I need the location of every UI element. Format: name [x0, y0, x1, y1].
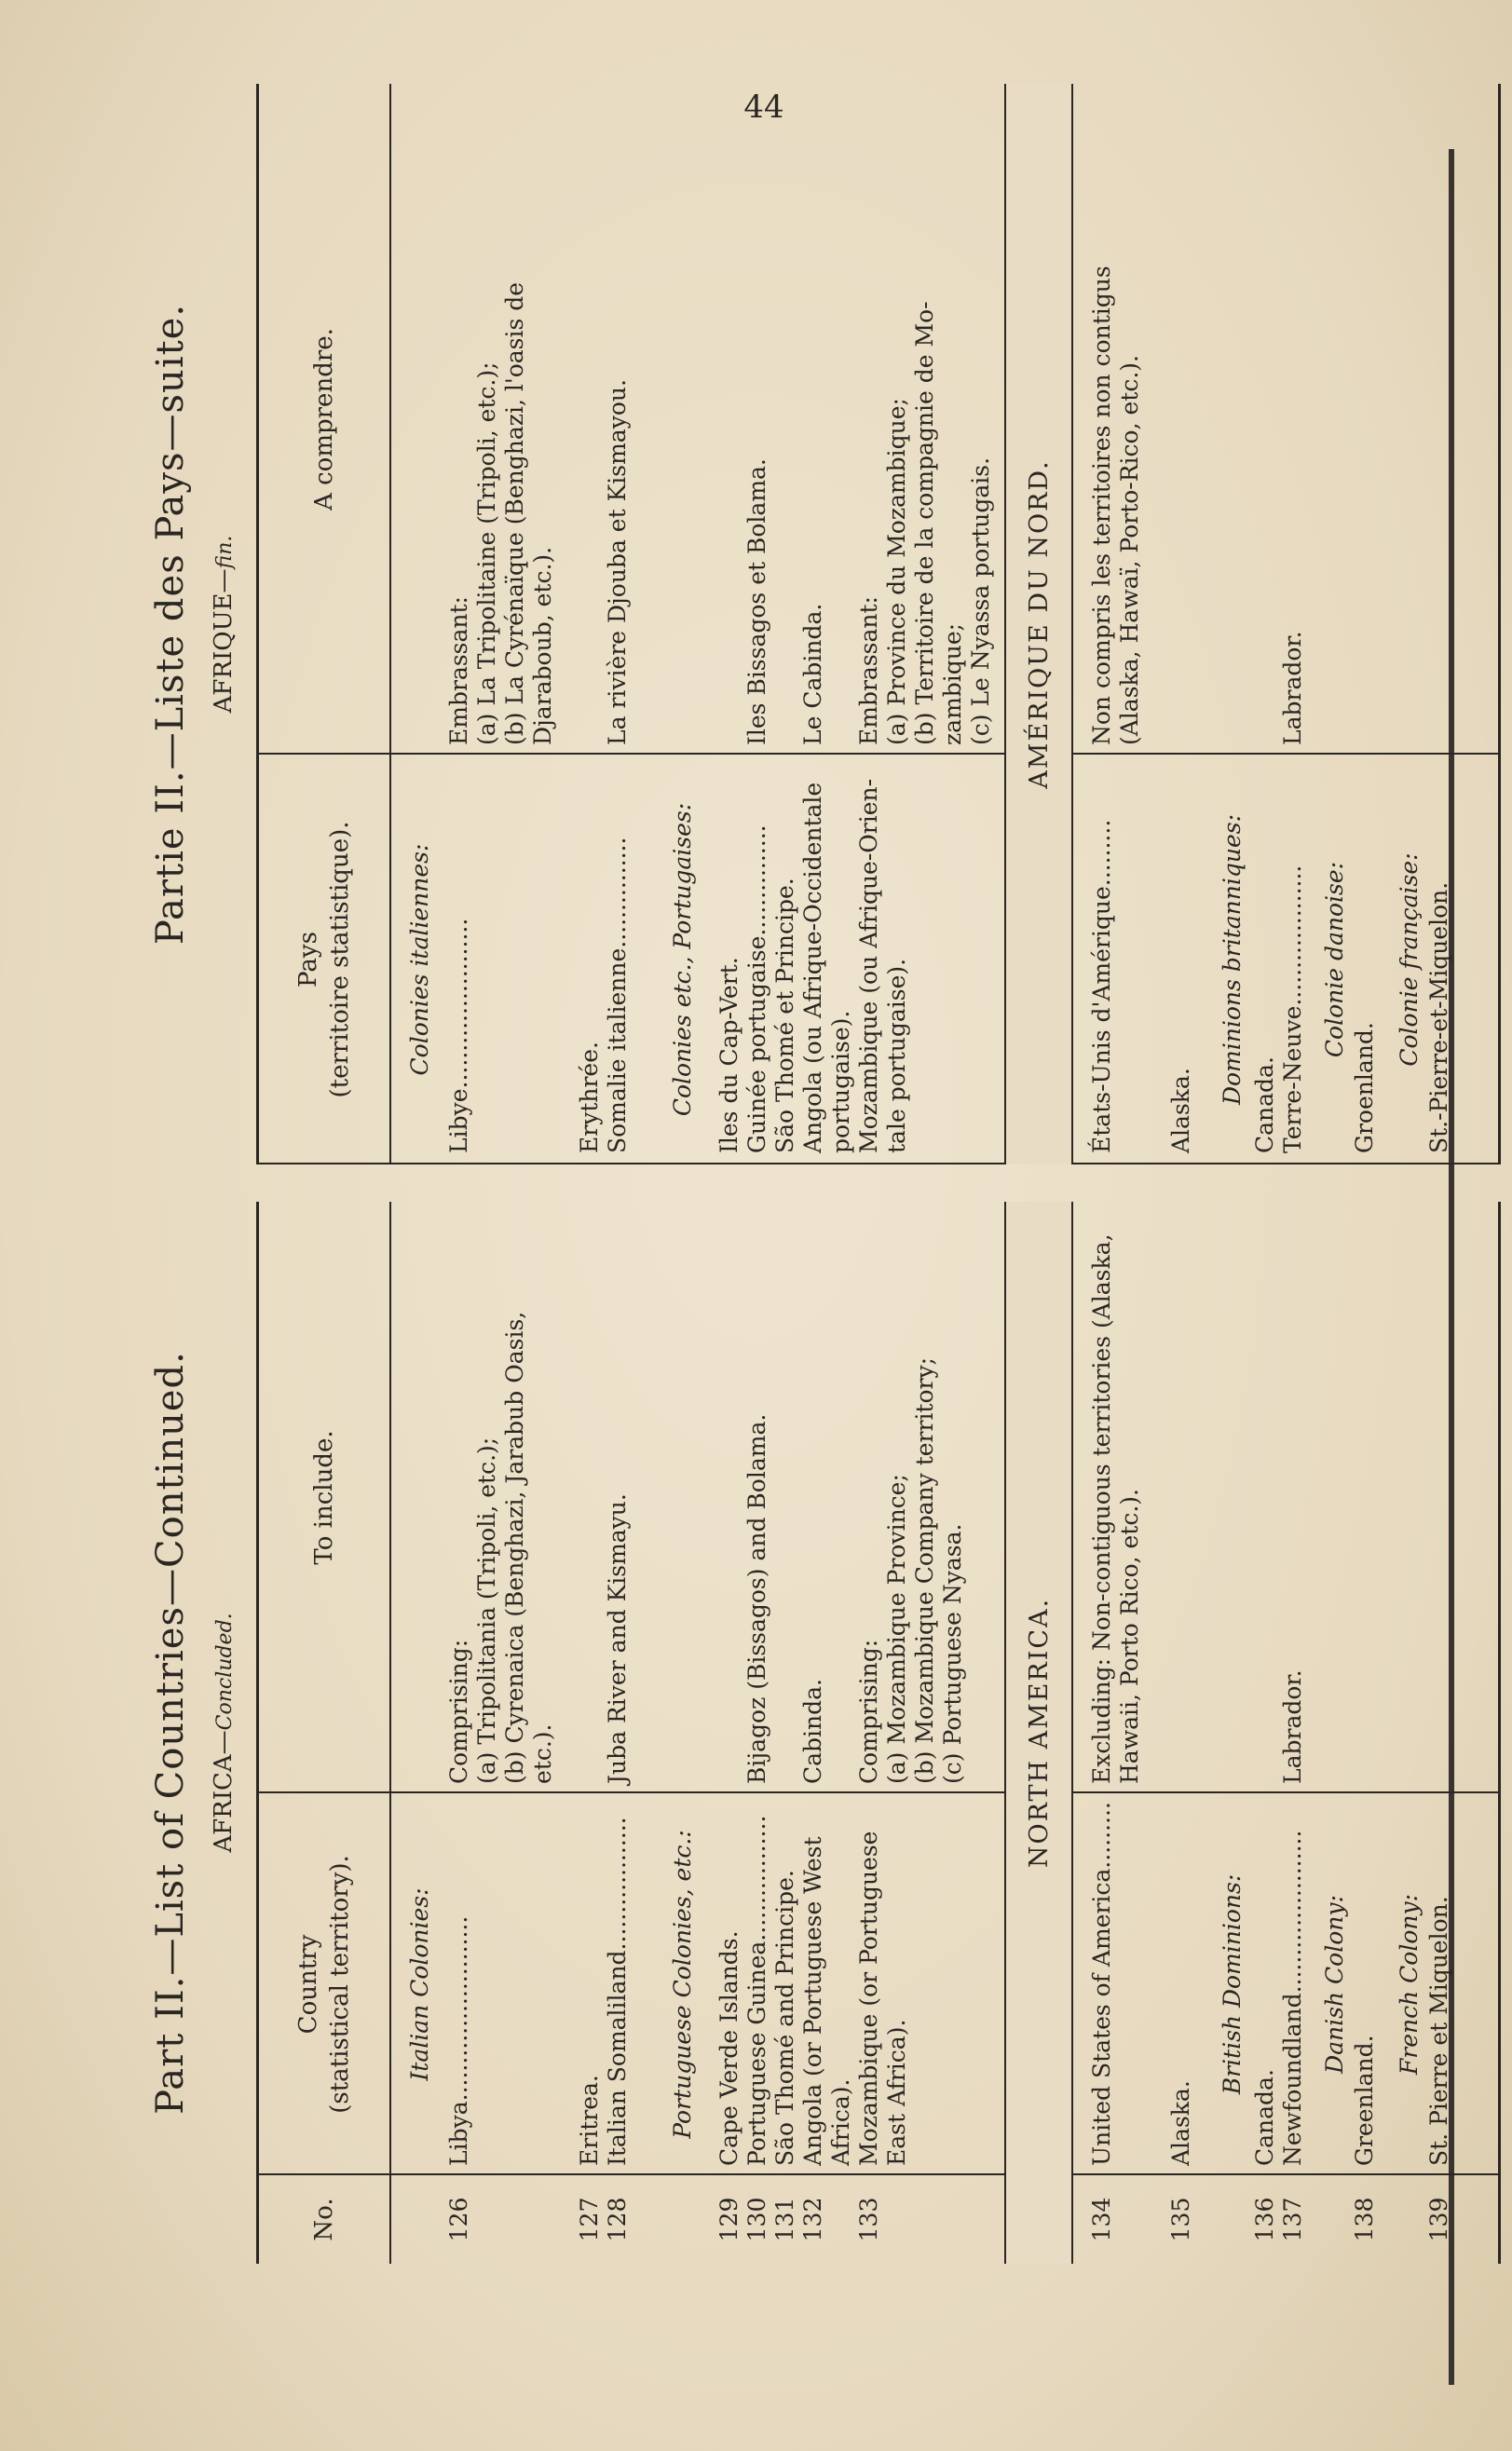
row-country: Libye.......................: [445, 918, 472, 1153]
region-suffix: fin.: [213, 535, 237, 569]
section-british-dominions: British Dominions:: [1219, 1873, 1246, 2095]
header-pays: Pays (territoire statistique).: [294, 821, 354, 1098]
row-include: Embrassant: (a) La Tripolitaine (Tripoli, etc.); (b) La Cyrénaïque (Benghazi, l'oasis de Djaraboub, etc.).: [445, 281, 556, 745]
table-row: [1167, 84, 1205, 1164]
row-country: Libya.........................: [445, 1915, 472, 2166]
row-include: La rivière Djouba et Kismayou.: [604, 379, 631, 745]
row-country: Alaska.: [1167, 2080, 1194, 2166]
row-include: Labrador.: [1279, 1669, 1306, 1784]
region-suffix: Concluded.: [213, 1613, 237, 1731]
table-row: [1088, 1202, 1153, 2264]
row-number: 133: [855, 2197, 882, 2242]
french-region-title: [210, 84, 238, 1164]
row-country: Eritrea. Italian Somaliland..................: [576, 1817, 631, 2166]
row-number: 139: [1425, 2197, 1452, 2242]
region-name: AFRIQUE—: [210, 568, 238, 714]
row-include: Embrassant: (a) Province du Mozambique; (b) Territoire de la compagnie de Mo- zambique; (c) Le Nyassa portugais.: [855, 301, 994, 745]
table-row: [1251, 84, 1316, 1164]
region-band-north-america: NORTH AMERICA.: [1004, 1202, 1073, 2264]
row-number: 135: [1167, 2197, 1194, 2242]
table-row: [1351, 1202, 1388, 2264]
row-country: Mozambique (ou Afrique-Orien- tale portugaise).: [855, 778, 910, 1153]
section-dominions-britanniques: Dominions britanniques:: [1219, 813, 1246, 1106]
region-band-amerique-du-nord: AMÉRIQUE DU NORD.: [1004, 84, 1073, 1164]
row-country: Alaska.: [1167, 1068, 1194, 1153]
row-include: Excluding: Non-contiguous territories (Alaska, Hawaii, Porto Rico, etc.).: [1088, 1233, 1143, 1784]
header-no: No.: [310, 2198, 338, 2241]
row-number: 129 130 131 132: [715, 2197, 826, 2242]
row-country: Mozambique (or Portuguese East Africa).: [855, 1831, 910, 2166]
row-include: Comprising: (a) Tripolitania (Tripoli, etc.); (b) Cyrenaica (Benghazi, Jarabub Oasis, etc.).: [445, 1311, 556, 1784]
table-row: [855, 1202, 976, 2264]
rotated-table-spread: [130, 75, 1500, 2264]
section-portuguese-colonies: Portuguese Colonies, etc.:: [669, 1830, 696, 2139]
row-country: Canada. Terre-Neuve...................: [1251, 865, 1306, 1153]
row-country: St. Pierre et Miquelon.: [1425, 1896, 1452, 2166]
table-row: [1351, 84, 1388, 1164]
table-row: [445, 1202, 566, 2264]
english-header-row: [259, 1202, 391, 2264]
table-row: [715, 84, 865, 1164]
row-include: Juba River and Kismayu.: [604, 1493, 631, 1784]
french-header-row: [259, 84, 391, 1164]
row-country: United States of America.........: [1088, 1802, 1115, 2166]
row-include: Labrador.: [1279, 631, 1306, 745]
row-include: Bijagoz (Bissagos) and Bolama. Cabinda.: [743, 1413, 826, 1784]
row-country: Erythrée. Somalie italienne...............: [576, 837, 631, 1153]
row-country: Iles du Cap-Vert. Guinée portugaise............... São Thomé et Principe. Angola (ou Afrique-Occidentale portugaise).: [715, 782, 854, 1153]
english-region-title: [210, 1202, 238, 2264]
french-section: [130, 84, 1500, 1164]
page-number: 44: [743, 89, 784, 126]
table-row: [1251, 1202, 1316, 2264]
french-table: [256, 84, 1501, 1164]
french-part-title: Partie II.—Liste des Pays—suite.: [149, 303, 192, 946]
table-row: [445, 84, 566, 1164]
table-row: [1167, 1202, 1205, 2264]
section-colonies-portugaises: Colonies etc., Portugaises:: [669, 802, 696, 1117]
row-country: Canada. Newfoundland......................: [1251, 1830, 1306, 2166]
table-row: [855, 84, 1004, 1164]
table-row: [1425, 84, 1463, 1164]
row-number: 127 128: [576, 2197, 631, 2242]
header-a-comprendre: A comprendre.: [310, 328, 338, 511]
row-country: États-Unis d'Amérique.........: [1088, 819, 1115, 1153]
row-include: Comprising: (a) Mozambique Province; (b) Mozambique Company territory; (c) Portuguese Nyasa.: [855, 1356, 966, 1784]
region-name: AFRICA—: [210, 1730, 238, 1853]
row-include: Iles Bissagos et Bolama. Le Cabinda.: [743, 458, 826, 745]
header-country: Country (statistical territory).: [294, 1855, 354, 2114]
row-include: Non compris les territoires non contigus (Alaska, Hawaï, Porto-Rico, etc.).: [1088, 266, 1143, 745]
english-table: [256, 1202, 1501, 2264]
section-french-colony: French Colony:: [1396, 1893, 1423, 2076]
row-country: Groenland.: [1351, 1022, 1378, 1153]
section-colonie-francaise: Colonie française:: [1396, 852, 1423, 1067]
row-number: 126: [445, 2197, 472, 2242]
row-country: Cape Verde Islands. Portuguese Guinea................. São Thomé and Principe. Angola (or Portuguese West Africa).: [715, 1815, 854, 2166]
row-country: Greenland.: [1351, 2035, 1378, 2166]
section-danish-colony: Danish Colony:: [1321, 1895, 1348, 2074]
english-part-title: Part II.—List of Countries—Continued.: [149, 1351, 192, 2115]
section-colonie-danoise: Colonie danoise:: [1321, 861, 1348, 1058]
table-row: [715, 1202, 865, 2264]
table-row: [1088, 84, 1153, 1164]
row-number: 134: [1088, 2197, 1115, 2242]
row-number: 138: [1351, 2197, 1378, 2242]
row-country: St.-Pierre-et-Miquelon.: [1425, 881, 1452, 1153]
row-number: 136 137: [1251, 2197, 1306, 2242]
table-row: [1425, 1202, 1463, 2264]
table-row: [576, 1202, 641, 2264]
table-row: [576, 84, 641, 1164]
english-section: [130, 1202, 1500, 2264]
section-colonies-italiennes: Colonies italiennes:: [406, 843, 433, 1076]
section-italian-colonies: Italian Colonies:: [406, 1887, 433, 2081]
header-include: To include.: [310, 1430, 338, 1565]
